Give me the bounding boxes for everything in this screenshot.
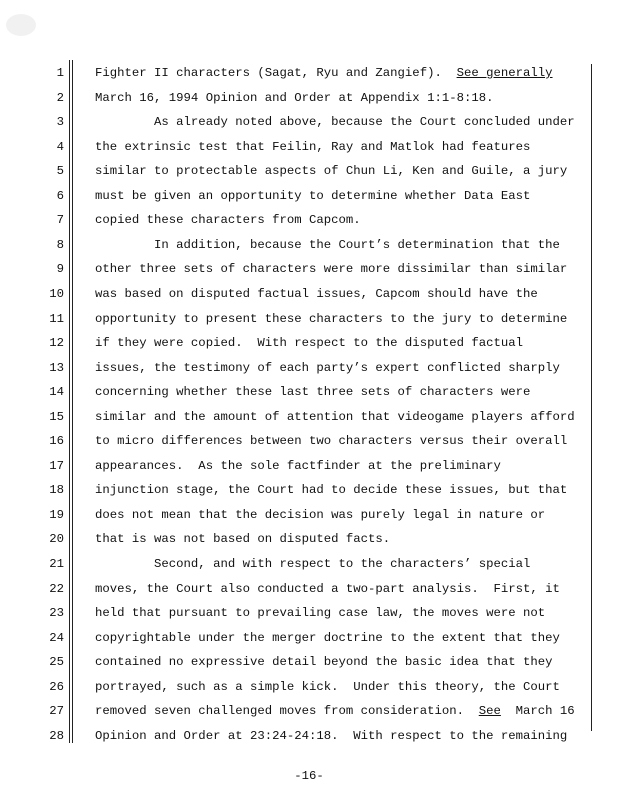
text-segment: removed seven challenged moves from consideration. bbox=[95, 704, 479, 719]
text-line bbox=[95, 729, 567, 744]
text-line bbox=[95, 532, 390, 547]
line-number: 25 bbox=[49, 655, 64, 670]
text-segment: does not mean that the decision was purely legal in nature or bbox=[95, 507, 546, 522]
text-segment: must be given an opportunity to determine whether Data East bbox=[95, 188, 531, 203]
text-segment: to micro differences between two characters versus their overall bbox=[95, 434, 568, 449]
text-segment: March 16 bbox=[500, 704, 575, 719]
line-number: 20 bbox=[49, 532, 64, 547]
line-number: 18 bbox=[49, 483, 64, 498]
citation-signal: See generally bbox=[456, 66, 553, 80]
text-line bbox=[95, 66, 553, 81]
text-line bbox=[95, 508, 545, 523]
line-number: 9 bbox=[56, 262, 64, 277]
line-number: 11 bbox=[49, 311, 64, 326]
text-segment: other three sets of characters were more dissimilar than similar bbox=[95, 262, 568, 277]
left-margin-rule-outer bbox=[69, 60, 70, 743]
text-line bbox=[95, 238, 560, 253]
text-line bbox=[95, 557, 530, 572]
text-line bbox=[95, 336, 523, 351]
text-segment: Fighter II characters (Sagat, Ryu and Zangief). bbox=[95, 66, 457, 80]
text-segment: contained no expressive detail beyond the basic idea that they bbox=[95, 655, 553, 670]
text-segment: similar and the amount of attention that videogame players afford bbox=[95, 409, 575, 424]
line-number: 24 bbox=[49, 630, 64, 645]
line-number: 13 bbox=[49, 360, 64, 375]
text-line bbox=[95, 164, 567, 179]
text-line bbox=[95, 410, 575, 425]
text-segment: injunction stage, the Court had to decide these issues, but that bbox=[95, 483, 568, 498]
line-number: 19 bbox=[49, 507, 64, 522]
text-segment: Opinion and Order at 23:24-24:18. With respect to the remaining bbox=[95, 728, 568, 743]
text-segment: moves, the Court also conducted a two-part analysis. First, it bbox=[95, 581, 560, 596]
text-segment: appearances. As the sole factfinder at the preliminary bbox=[95, 458, 501, 473]
line-number: 1 bbox=[56, 66, 64, 80]
text-segment: Second, and with respect to the characters’ special bbox=[95, 557, 531, 571]
text-line bbox=[95, 385, 530, 400]
text-line bbox=[95, 582, 560, 597]
line-number: 10 bbox=[49, 286, 64, 301]
text-line bbox=[95, 91, 493, 106]
text-line bbox=[95, 115, 575, 130]
line-number: 26 bbox=[49, 679, 64, 694]
text-segment: In addition, because the Court’s determination that the bbox=[95, 237, 560, 252]
text-segment: March 16, 1994 Opinion and Order at Appendix 1:1-8:18. bbox=[95, 90, 494, 105]
text-line bbox=[95, 213, 361, 228]
line-number: 23 bbox=[49, 606, 64, 621]
line-number: 6 bbox=[56, 188, 64, 203]
right-margin-rule bbox=[591, 64, 592, 731]
line-number: 7 bbox=[56, 213, 64, 228]
text-segment: opportunity to present these characters to the jury to determine bbox=[95, 311, 568, 326]
line-number: 27 bbox=[49, 704, 64, 719]
line-number: 28 bbox=[49, 728, 64, 743]
line-number: 14 bbox=[49, 385, 64, 400]
text-line bbox=[95, 361, 560, 376]
text-segment: As already noted above, because the Court concluded under bbox=[95, 115, 575, 130]
page-number: -16- bbox=[294, 769, 324, 783]
line-number: 16 bbox=[49, 434, 64, 449]
text-line bbox=[95, 262, 567, 277]
text-line bbox=[95, 631, 560, 646]
line-number: 22 bbox=[49, 581, 64, 596]
text-segment: if they were copied. With respect to the disputed factual bbox=[95, 336, 524, 351]
text-segment: concerning whether these last three sets of characters were bbox=[95, 385, 531, 400]
text-line bbox=[95, 189, 530, 204]
line-number: 21 bbox=[49, 557, 64, 571]
line-number: 8 bbox=[56, 237, 64, 252]
text-line bbox=[95, 655, 553, 670]
line-number: 2 bbox=[56, 90, 64, 105]
text-line bbox=[95, 140, 530, 155]
line-number: 17 bbox=[49, 458, 64, 473]
text-segment: copied these characters from Capcom. bbox=[95, 213, 361, 228]
text-segment: issues, the testimony of each party’s expert conflicted sharply bbox=[95, 360, 560, 375]
text-line bbox=[95, 287, 538, 302]
text-segment: was based on disputed factual issues, Capcom should have the bbox=[95, 286, 538, 301]
text-line bbox=[95, 704, 575, 719]
line-number: 4 bbox=[56, 139, 64, 154]
text-segment: portrayed, such as a simple kick. Under this theory, the Court bbox=[95, 679, 560, 694]
text-segment: the extrinsic test that Feilin, Ray and Matlok had features bbox=[95, 139, 531, 154]
line-number: 5 bbox=[56, 164, 64, 179]
text-segment: copyrightable under the merger doctrine to the extent that they bbox=[95, 630, 560, 645]
text-line bbox=[95, 680, 560, 695]
line-number: 12 bbox=[49, 336, 64, 351]
line-number: 15 bbox=[49, 409, 64, 424]
text-line bbox=[95, 483, 567, 498]
text-line bbox=[95, 606, 545, 621]
text-line bbox=[95, 459, 501, 474]
text-segment: held that pursuant to prevailing case law, the moves were not bbox=[95, 606, 546, 621]
text-segment: similar to protectable aspects of Chun Li, Ken and Guile, a jury bbox=[95, 164, 568, 179]
text-line bbox=[95, 434, 567, 449]
text-line bbox=[95, 312, 567, 327]
scan-smudge bbox=[6, 14, 36, 36]
text-segment: that is was not based on disputed facts. bbox=[95, 532, 391, 547]
citation-signal: See bbox=[478, 704, 501, 719]
left-margin-rule-inner bbox=[72, 60, 73, 743]
line-number: 3 bbox=[56, 115, 64, 130]
